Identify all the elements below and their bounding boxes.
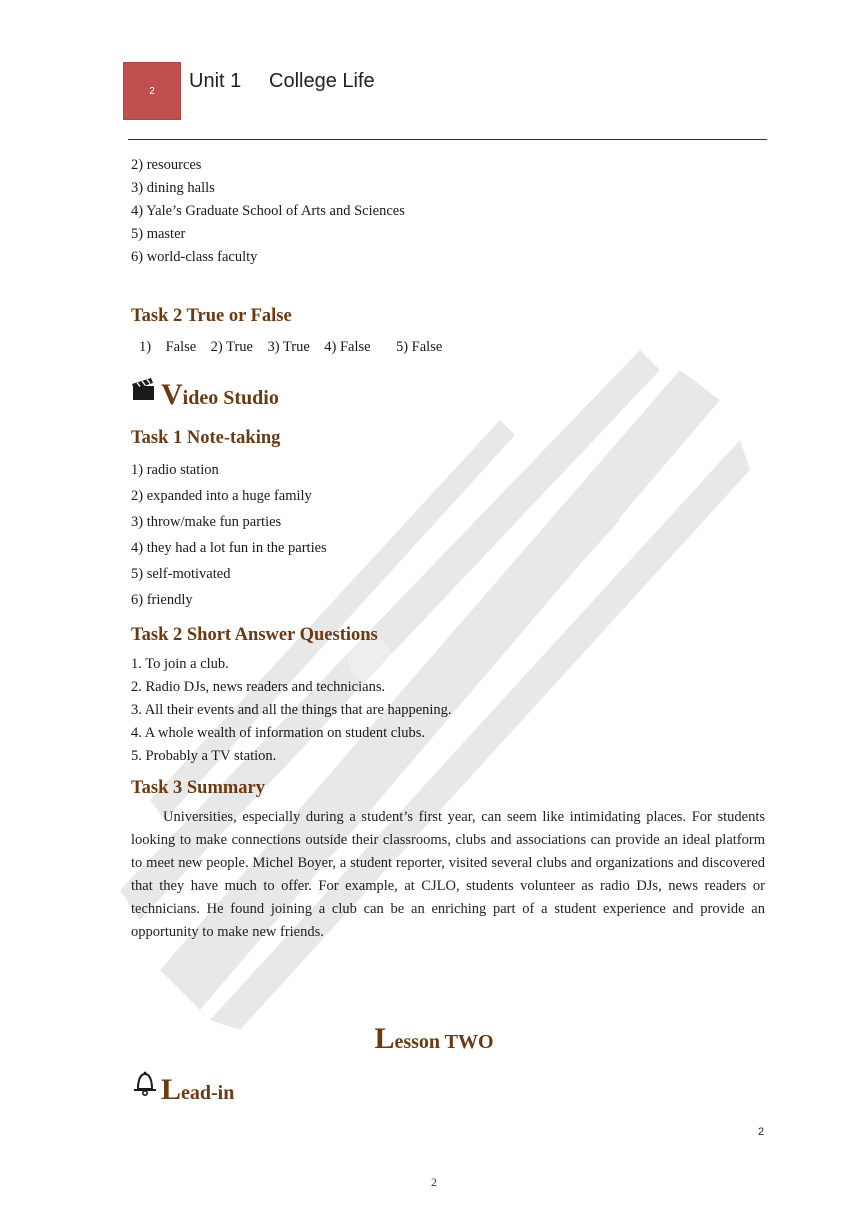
lesson-cap: L xyxy=(374,1022,395,1055)
lesson-heading xyxy=(0,1022,868,1056)
task2-heading: Task 2 Short Answer Questions xyxy=(131,625,378,645)
list-item: 1. To join a club. xyxy=(131,656,229,672)
list-item: 3) dining halls xyxy=(131,180,215,196)
video-studio-heading xyxy=(131,377,771,410)
list-item: 5) master xyxy=(131,226,186,242)
page-content xyxy=(131,154,771,944)
task3-heading: Task 3 Summary xyxy=(131,778,265,798)
list-item: 2. Radio DJs, news readers and technicians. xyxy=(131,679,386,695)
page-number-box xyxy=(123,62,181,120)
list-item: 4) Yale’s Graduate School of Arts and Sciences xyxy=(131,203,405,219)
page-box-number: 2 xyxy=(149,85,155,97)
task2-tf-answers: 1) False 2) True 3) True 4) False 5) False xyxy=(139,339,443,355)
lead-in-rest: ead-in xyxy=(181,1082,235,1104)
lesson-rest: esson TWO xyxy=(394,1031,494,1053)
list-item: 6) world-class faculty xyxy=(131,249,258,265)
list-item: 2) expanded into a huge family xyxy=(131,488,312,504)
list-item: 3. All their events and all the things that are happening. xyxy=(131,702,452,718)
task1-heading: Task 1 Note-taking xyxy=(131,428,281,448)
unit-title: Unit 1 College Life xyxy=(189,70,375,92)
header-divider xyxy=(128,139,767,140)
task2-tf-heading: Task 2 True or False xyxy=(131,306,292,326)
list-item: 1) radio station xyxy=(131,462,219,478)
footer-page-number: 2 xyxy=(431,1175,437,1189)
task3-summary: Universities, especially during a student’s first year, can seem like intimidating places. For students looking to make connections outside their classrooms, clubs and associations can provide an ideal platform to meet new people. Michel Boyer, a student reporter, visited several clubs and organizations and discovered that they have much to offer. For example, at CJLO, students volunteer as radio DJs, news readers or technicians. He found joining a club can be an enriching part of a student experience and provide an opportunity to make new friends. xyxy=(131,809,765,940)
list-item: 5) self-motivated xyxy=(131,566,231,582)
list-item: 3) throw/make fun parties xyxy=(131,514,282,530)
video-studio-rest: ideo Studio xyxy=(182,387,279,409)
task1-list xyxy=(131,457,771,613)
list-item: 4. A whole wealth of information on student clubs. xyxy=(131,725,425,741)
top-answer-list xyxy=(131,154,771,269)
bell-icon xyxy=(131,1070,159,1102)
list-item: 6) friendly xyxy=(131,592,193,608)
list-item: 4) they had a lot fun in the parties xyxy=(131,540,327,556)
list-item: 5. Probably a TV station. xyxy=(131,748,277,764)
list-item: 2) resources xyxy=(131,157,202,173)
lead-in-heading xyxy=(131,1070,234,1105)
video-studio-cap: V xyxy=(161,378,183,411)
task2-list xyxy=(131,653,771,768)
clapperboard-icon xyxy=(131,377,157,407)
corner-page-number: 2 xyxy=(758,1126,765,1138)
lead-in-cap: L xyxy=(161,1073,182,1106)
